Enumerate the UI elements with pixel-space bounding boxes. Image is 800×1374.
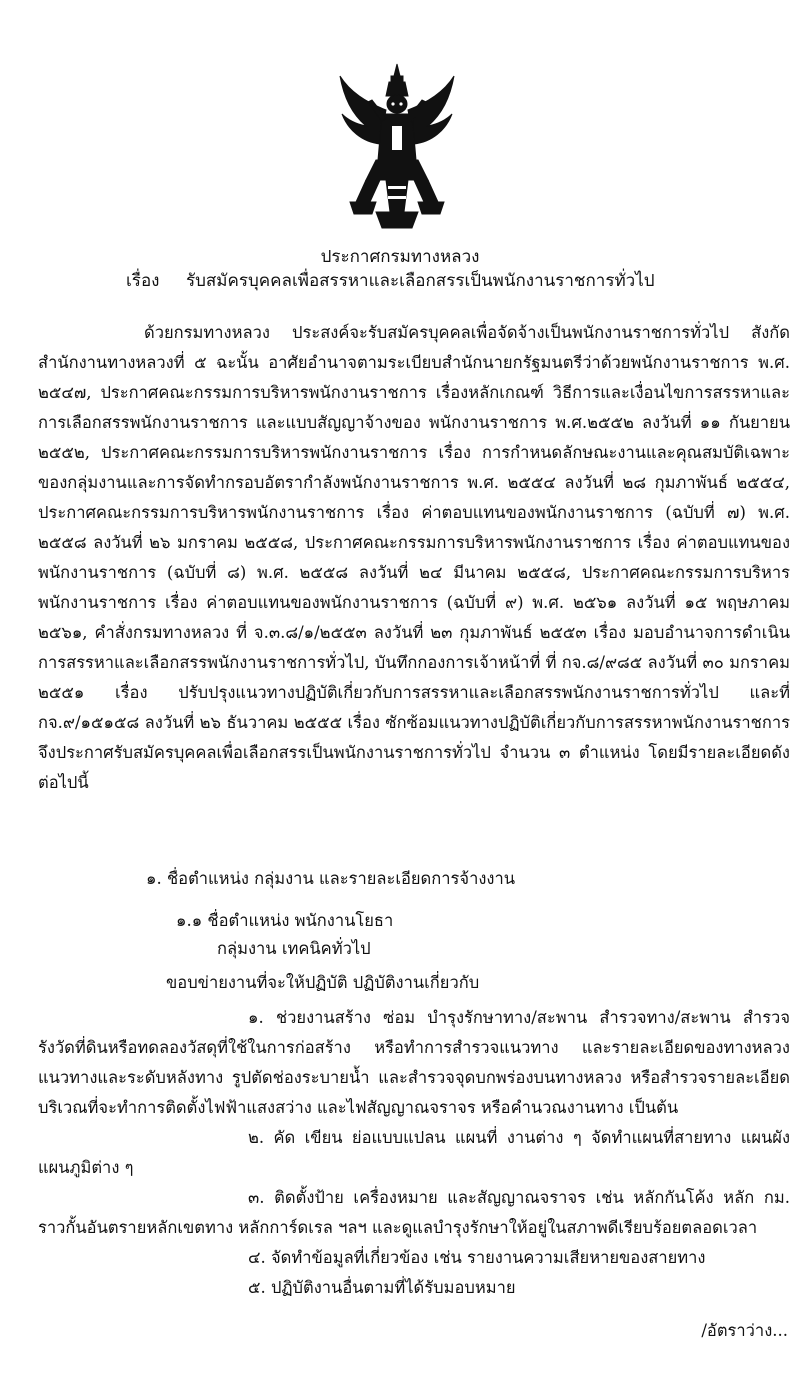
announcement-subject <box>126 266 786 296</box>
subject-text: รับสมัครบุคคลเพื่อสรรหาและเลือกสรรเป็นพนักงานราชการทั่วไป <box>186 271 655 291</box>
list-item: ๓. ติดตั้งป้าย เครื่องหมาย และสัญญาณจราจร เช่น หลักกันโค้ง หลัก กม. ราวกั้นอันตรายหลักเขตทาง หลักการ์ดเรล ฯลฯ และดูแลบำรุงรักษาให้อยู่ในสภาพดีเรียบร้อยตลอดเวลา <box>38 1188 790 1237</box>
job-duties-list <box>38 1003 790 1303</box>
subject-label: เรื่อง <box>126 271 160 291</box>
continuation-note: /อัตราว่าง... <box>701 1321 788 1340</box>
section-1-heading: ๑. ชื่อตำแหน่ง กลุ่มงาน และรายละเอียดการจ้างงาน <box>146 869 515 888</box>
list-item: ๔. จัดทำข้อมูลที่เกี่ยวข้อง เช่น รายงานความเสียหายของสายทาง <box>248 1248 706 1267</box>
job-scope-heading: ขอบข่ายงานที่จะให้ปฏิบัติ ปฏิบัติงานเกี่ยวกับ <box>166 973 480 992</box>
list-item: ๒. คัด เขียน ย่อแบบแปลน แผนที่ งานต่าง ๆ จัดทำแผนที่สายทาง แผนผัง แผนภูมิต่าง ๆ <box>38 1128 790 1177</box>
announcement-title: ประกาศกรมทางหลวง <box>320 247 480 267</box>
intro-paragraph: ด้วยกรมทางหลวง ประสงค์จะรับสมัครบุคคลเพื่อจัดจ้างเป็นพนักงานราชการทั่วไป สังกัดสำนักงานทางหลวงที่ ๕ ฉะนั้น อาศัยอำนาจตามระเบียบสำนักนายกรัฐมนตรีว่าด้วยพนักงานราชการ พ.ศ. ๒๕๔๗, ประกาศคณะกรรมการบริหารพนักงานราชการ เรื่องหลักเกณฑ์ วิธีการและเงื่อนไขการสรรหาและการเลือกสรรพนักงานราชการ และแบบสัญญาจ้างของ พนักงานราชการ พ.ศ.๒๕๕๒ ลงวันที่ ๑๑ กันยายน ๒๕๕๒, ประกาศคณะกรรมการบริหารพนักงานราชการ เรื่อง การกำหนดลักษณะงานและคุณสมบัติเฉพาะของกลุ่มงานและการจัดทำกรอบอัตรากำลังพนักงานราชการ พ.ศ. ๒๕๕๔ ลงวันที่ ๒๘ กุมภาพันธ์ ๒๕๕๔, ประกาศคณะกรรมการบริหารพนักงานราชการ เรื่อง ค่าตอบแทนของพนักงานราชการ (ฉบับที่ ๗) พ.ศ. ๒๕๕๘ ลงวันที่ ๒๖ มกราคม ๒๕๕๘, ประกาศคณะกรรมการบริหารพนักงานราชการ เรื่อง ค่าตอบแทนของพนักงานราชการ (ฉบับที่ ๘) พ.ศ. ๒๕๕๘ ลงวันที่ ๒๔ มีนาคม ๒๕๕๘, ประกาศคณะกรรมการบริหารพนักงานราชการ เรื่อง ค่าตอบแทนของพนักงานราชการ (ฉบับที่ ๙) พ.ศ. ๒๕๖๑ ลงวันที่ ๑๕ พฤษภาคม ๒๕๖๑, คำสั่งกรมทางหลวง ที่ จ.๓.๘/๑/๒๕๕๓ ลงวันที่ ๒๓ กุมภาพันธ์ ๒๕๕๓ เรื่อง มอบอำนาจการดำเนินการสรรหาและเลือกสรรพนักงานราชการทั่วไป, บันทึกกองการเจ้าหน้าที่ ที่ กจ.๘/๙๘๕ ลงวันที่ ๓๐ มกราคม ๒๕๕๑ เรื่อง ปรับปรุงแนวทางปฏิบัติเกี่ยวกับการสรรหาและเลือกสรรพนักงานราชการทั่วไป และที่ กจ.๙/๑๕๑๕๘ ลงวันที่ ๒๖ ธันวาคม ๒๕๕๕ เรื่อง ซักซ้อมแนวทางปฏิบัติเกี่ยวกับการสรรหาพนักงานราชการ จึงประกาศรับสมัครบุคคลเพื่อเลือกสรรเป็นพนักงานราชการทั่วไป จำนวน ๓ ตำแหน่ง โดยมีรายละเอียดดังต่อไปนี้ <box>38 323 790 792</box>
garuda-emblem-icon <box>336 62 458 232</box>
list-item: ๕. ปฏิบัติงานอื่นตามที่ได้รับมอบหมาย <box>248 1278 516 1297</box>
list-item: ๑. ช่วยงานสร้าง ซ่อม บำรุงรักษาทาง/สะพาน สำรวจทาง/สะพาน สำรวจรังวัดที่ดินหรือทดลองวัสดุที่ใช้ในการก่อสร้าง หรือทำการสำรวจแนวทาง และรายละเอียดของทางหลวงแนวทางและระดับหลังทาง รูปตัดช่องระบายน้ำ และสำรวจจุดบกพร่องบนทางหลวง หรือสำรวจรายละเอียดบริเวณที่จะทำการติดตั้งไฟฟ้าแสงสว่าง และไฟสัญญาณจราจร หรือคำนวณงานทาง เป็นต้น <box>38 1008 790 1117</box>
main-body <box>38 318 790 798</box>
position-title: ๑.๑ ชื่อตำแหน่ง พนักงานโยธา <box>176 911 394 930</box>
position-group: กลุ่มงาน เทคนิคทั่วไป <box>217 939 371 958</box>
